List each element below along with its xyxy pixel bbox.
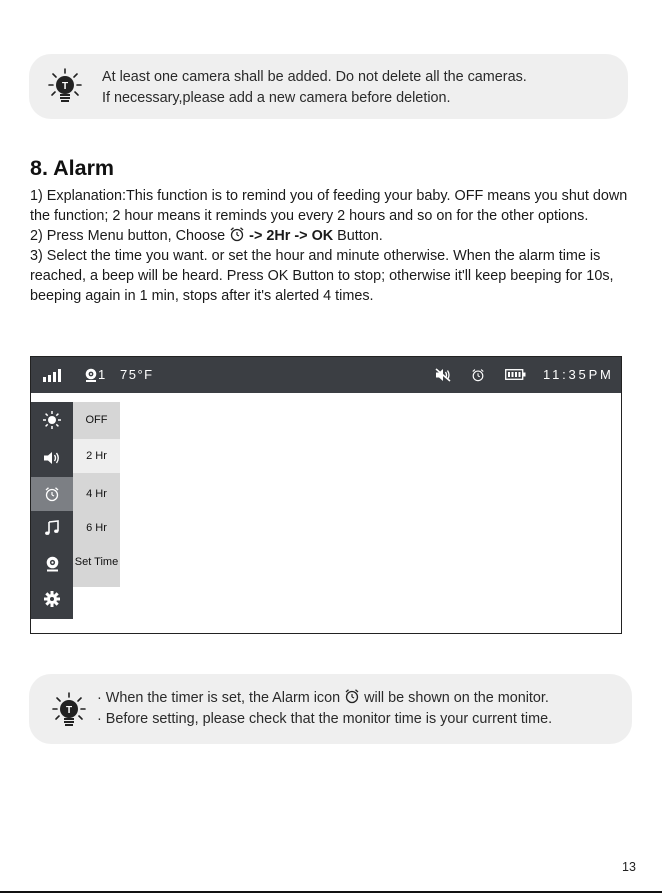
camera-icon [46,556,59,572]
menu-sidebar [31,402,73,619]
section-body [30,186,640,306]
status-bar [31,357,621,393]
paragraph-steps [30,226,640,246]
signal-icon [43,369,63,382]
tip-line [97,688,552,709]
tip-line: · Before setting, please check that the monitor time is your current time. [97,711,553,727]
alarm-submenu [73,402,120,587]
camera-icon [85,368,97,382]
alarm-icon [344,688,360,704]
svg-text:T: T [61,81,69,92]
svg-text:T: T [65,705,73,716]
submenu-item-6hr[interactable]: 6 Hr [86,522,107,534]
battery-icon [505,369,526,380]
tip-line: If necessary,please add a new camera before deletion. [102,90,451,106]
monitor-screen [30,356,622,634]
temperature: 75°F [120,367,154,382]
menu-item-music[interactable] [31,511,73,545]
ok-text: OK [311,228,334,244]
mute-icon [435,368,451,382]
menu-item-brightness[interactable] [31,403,73,437]
menu-item-volume[interactable] [31,441,73,475]
camera-number: 1 [98,367,107,382]
lightbulb-icon [51,692,87,728]
paragraph-explanation: 1) Explanation:This function is to remind you of feeding your baby. OFF means you shut down the function; 2 hour means it reminds you every 2 hours and so on for the other options. [30,188,628,224]
option-2hr: 2Hr [266,228,291,244]
step-text: 2) Press Menu button, Choose [30,228,230,244]
submenu-item-2hr[interactable]: 2 Hr [73,439,120,473]
section-title: 8. Alarm [30,156,115,180]
settings-icon [44,591,60,607]
submenu-item-off[interactable]: OFF [85,414,108,426]
tip-box-alarm [29,674,632,744]
volume-icon [43,451,61,465]
paragraph-select: 3) Select the time you want. or set the hour and minute otherwise. When the alarm time is reached, a beep will be heard. Press OK Button to stop; otherwise it'll keep beeping for 10s, beeping again in 1 min, stops after it's alerted 4 times. [30,248,614,304]
alarm-icon [44,486,60,502]
arrow-text: -> [290,228,312,244]
tip-box-camera [29,54,628,119]
clock-time: 11:35PM [543,367,614,382]
alarm-icon [471,368,485,382]
step-text: Button. [333,228,383,244]
menu-item-alarm[interactable] [31,477,73,511]
tip-text [97,688,552,730]
tip-text-pre: · When the timer is set, the Alarm icon [97,690,345,706]
footer-rule [0,891,662,893]
submenu-item-4hr[interactable]: 4 Hr [86,488,107,500]
alarm-icon [229,226,245,242]
tip-text-post: will be shown on the monitor. [360,690,549,706]
page-number: 13 [622,860,636,874]
lightbulb-icon [47,68,83,104]
tip-line: At least one camera shall be added. Do not delete all the cameras. [102,69,527,85]
brightness-icon [43,411,61,429]
menu-item-settings[interactable] [31,582,73,616]
submenu-item-set-time[interactable]: Set Time [74,556,119,568]
music-icon [44,520,60,536]
menu-item-camera[interactable] [31,547,73,581]
tip-text [102,67,527,109]
arrow-text: -> [245,228,267,244]
